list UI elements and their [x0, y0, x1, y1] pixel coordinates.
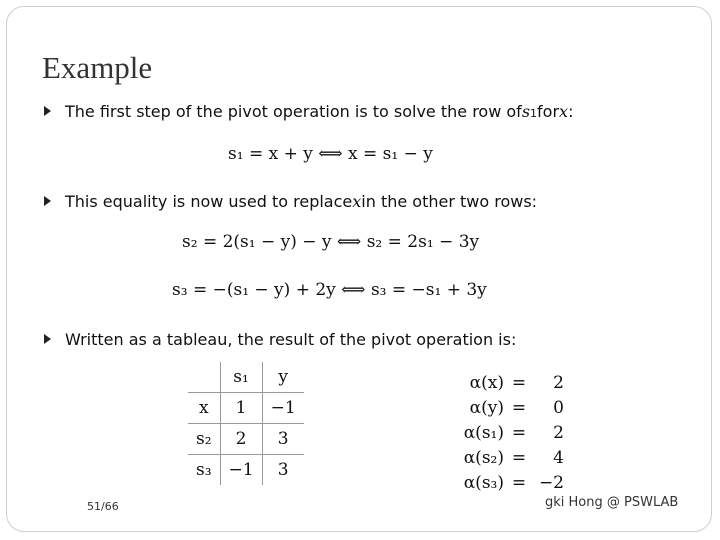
tableau-cell: −1: [220, 455, 262, 486]
tableau-header-row: [188, 362, 304, 393]
bullet-3-text: Written as a tableau, the result of the pivot operation is:: [65, 330, 517, 349]
triangle-bullet-icon: [44, 106, 51, 116]
alpha-row: [432, 445, 564, 470]
tableau-cell: 1: [220, 393, 262, 424]
page-number: 51/66: [87, 500, 119, 513]
alpha-op: =: [511, 397, 527, 418]
tableau-row-label: s₃: [188, 455, 220, 486]
alpha-rhs: 0: [553, 397, 564, 418]
bullet-2-post: in the other two rows:: [361, 192, 538, 211]
alpha-rhs: 2: [553, 372, 564, 393]
equation-1: s₁ = x + y ⟺ x = s₁ − y: [228, 144, 433, 164]
tableau-row: [188, 393, 304, 424]
alpha-row: [432, 420, 564, 445]
alpha-assignments: [432, 370, 564, 495]
equation-3: s₃ = −(s₁ − y) + 2y ⟺ s₃ = −s₁ + 3y: [172, 280, 487, 300]
pivot-tableau: [188, 362, 304, 485]
bullet-2-pre: This equality is now used to replace: [65, 192, 353, 211]
tableau-header-cell: s₁: [220, 362, 262, 393]
equation-2: s₂ = 2(s₁ − y) − y ⟺ s₂ = 2s₁ − 3y: [182, 232, 480, 252]
tableau-row: [188, 455, 304, 486]
tableau-cell: 3: [262, 455, 304, 486]
triangle-bullet-icon: [44, 196, 51, 206]
bullet-1-var: s: [521, 102, 531, 121]
tableau-row-label: s₂: [188, 424, 220, 455]
alpha-lhs: α(s₃): [463, 472, 504, 493]
alpha-lhs: α(s₂): [463, 447, 504, 468]
tableau-cell: 3: [262, 424, 304, 455]
alpha-rhs: 2: [553, 422, 564, 443]
bullet-1-mid: for: [537, 102, 560, 121]
bullet-1: [44, 102, 573, 121]
tableau-row: [188, 424, 304, 455]
bullet-1-sub: 1: [530, 107, 538, 120]
alpha-op: =: [511, 447, 527, 468]
tableau-cell: 2: [220, 424, 262, 455]
alpha-row: [432, 370, 564, 395]
tableau-corner: [188, 362, 220, 393]
alpha-op: =: [511, 422, 527, 443]
triangle-bullet-icon: [44, 334, 51, 344]
bullet-2: [44, 192, 537, 211]
bullet-2-var: x: [352, 192, 362, 211]
slide-title: Example: [42, 50, 153, 85]
alpha-op: =: [511, 372, 527, 393]
bullet-1-var2: x: [559, 102, 569, 121]
alpha-lhs: α(x): [469, 372, 504, 393]
alpha-row: [432, 470, 564, 495]
tableau-row-label: x: [188, 393, 220, 424]
alpha-rhs: 4: [553, 447, 564, 468]
alpha-op: =: [511, 472, 527, 493]
bullet-3: [44, 330, 516, 349]
bullet-1-post: :: [568, 102, 574, 121]
tableau-cell: −1: [262, 393, 304, 424]
alpha-rhs: −2: [538, 472, 564, 493]
alpha-row: [432, 395, 564, 420]
alpha-lhs: α(y): [469, 397, 504, 418]
footer-author: gki Hong @ PSWLAB: [545, 495, 679, 510]
bullet-1-pre: The first step of the pivot operation is to solve the row of: [65, 102, 522, 121]
tableau-header-cell: y: [262, 362, 304, 393]
alpha-lhs: α(s₁): [463, 422, 504, 443]
